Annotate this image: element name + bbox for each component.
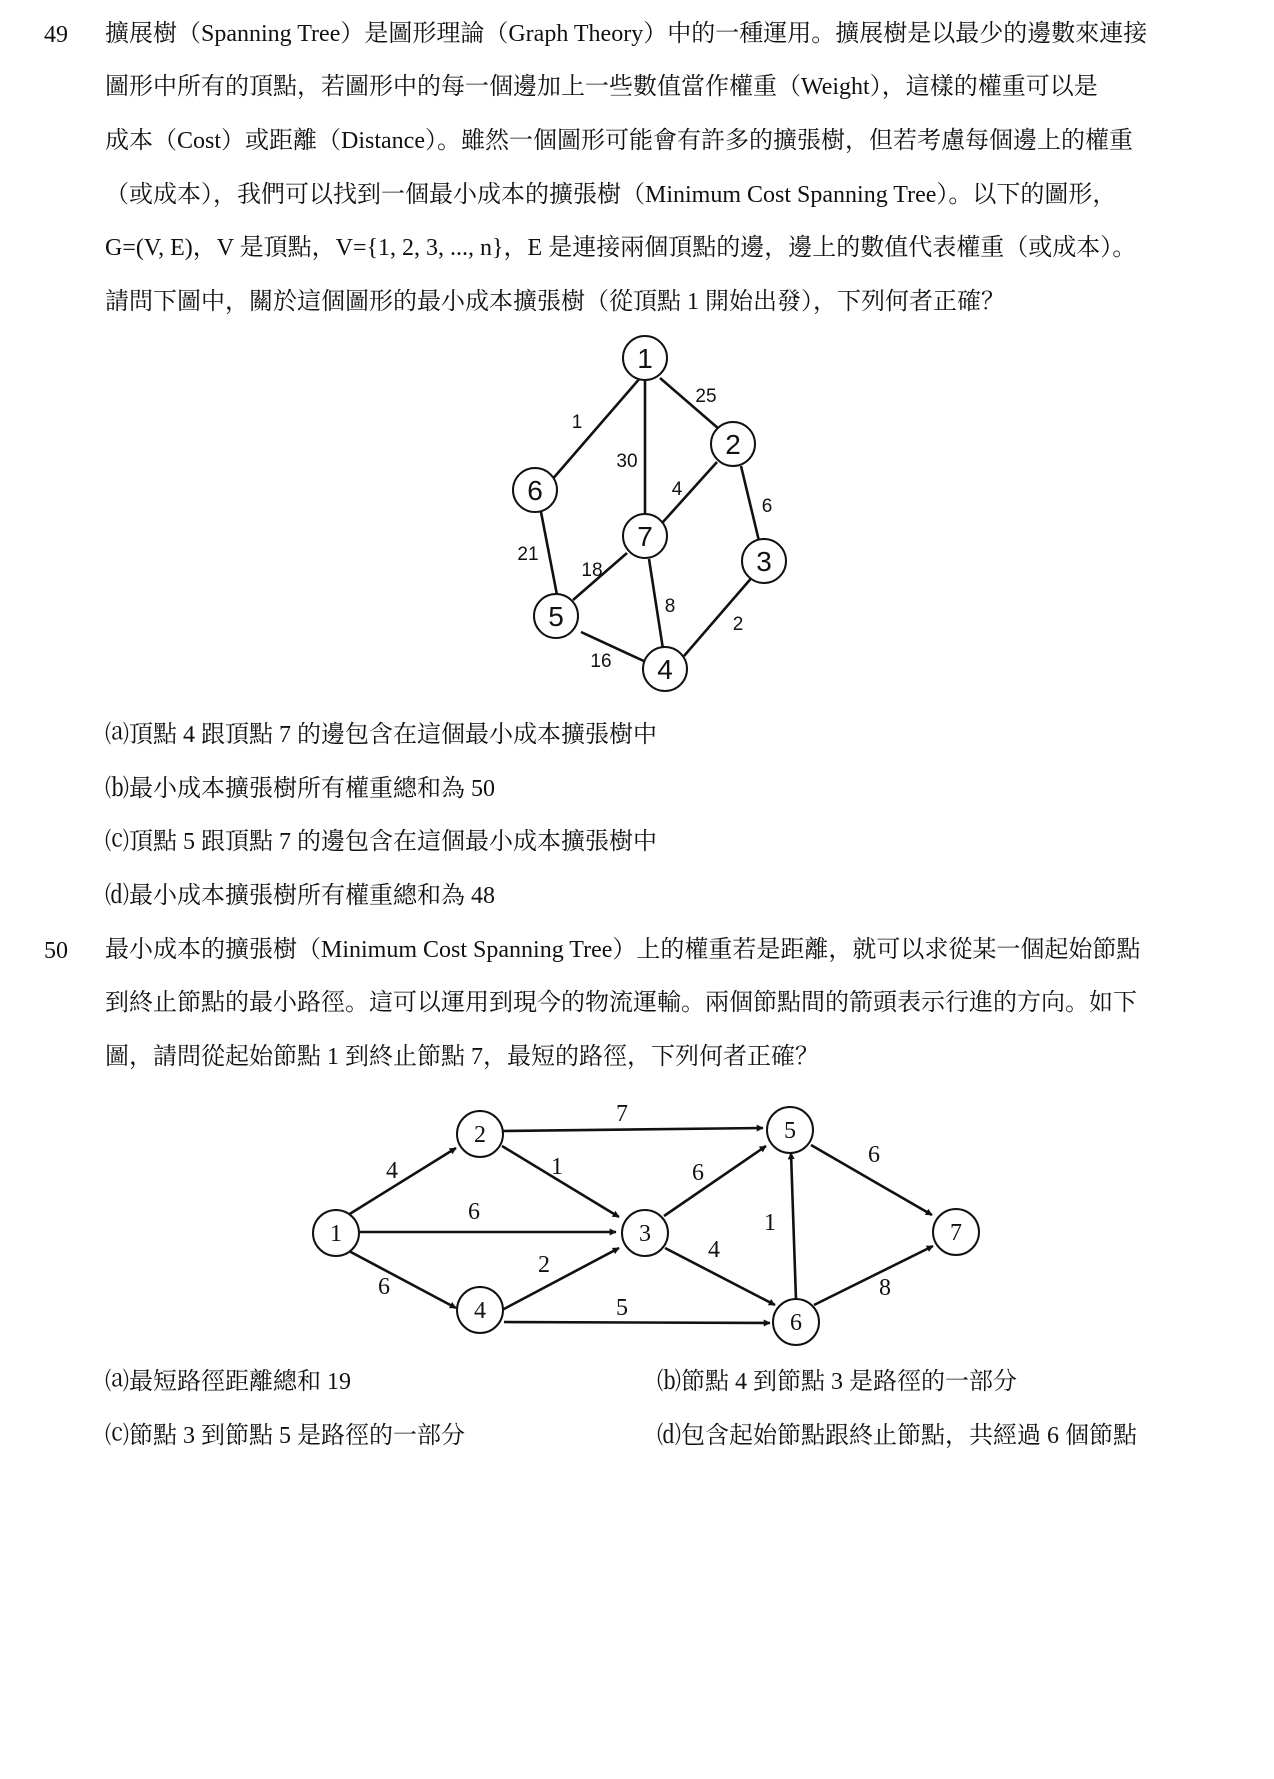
edge-weight-label: 6 bbox=[468, 1199, 480, 1225]
question-text-line: 擴展樹（Spanning Tree）是圖形理論（Graph Theory）中的一種運用。擴展樹是以最少的邊數來連接 bbox=[105, 21, 1148, 47]
arrow-3-5 bbox=[664, 1146, 766, 1216]
node-label: 5 bbox=[784, 1118, 796, 1144]
edge-weight-label: 1 bbox=[571, 412, 583, 433]
question-text-line: G=(V, E)，V 是頂點，V={1, 2, 3, ..., n}，E 是連接兩個頂點的邊，邊上的數值代表權重（或成本）。 bbox=[105, 235, 1137, 261]
arrow-4-6 bbox=[504, 1322, 770, 1323]
edge-7-4 bbox=[649, 559, 663, 649]
answer-option-a[interactable]: ⒜最短路徑距離總和 19 bbox=[105, 1369, 351, 1395]
edge-weight-label: 4 bbox=[708, 1237, 720, 1263]
edge-weight-label: 1 bbox=[764, 1210, 776, 1236]
edge-weight-label: 30 bbox=[616, 451, 638, 472]
node-label: 7 bbox=[637, 521, 653, 552]
node-label: 1 bbox=[330, 1221, 342, 1247]
question-text-line: 到終止節點的最小路徑。這可以運用到現今的物流運輸。兩個節點間的箭頭表示行進的方向。如下 bbox=[105, 990, 1137, 1016]
answer-option-b[interactable]: ⒝節點 4 到節點 3 是路徑的一部分 bbox=[657, 1369, 1017, 1395]
edge-weight-label: 4 bbox=[386, 1158, 398, 1184]
undirected-weighted-graph bbox=[0, 0, 1274, 720]
edge-weight-label: 6 bbox=[868, 1142, 880, 1168]
edge-weight-label: 6 bbox=[378, 1274, 390, 1300]
node-label: 2 bbox=[474, 1122, 486, 1148]
answer-option-c[interactable]: ⒞節點 3 到節點 5 是路徑的一部分 bbox=[105, 1423, 465, 1449]
node-label: 6 bbox=[527, 475, 543, 506]
node-label: 1 bbox=[637, 343, 653, 374]
edge-weight-label: 25 bbox=[695, 386, 717, 407]
arrow-1-4 bbox=[347, 1250, 456, 1308]
answer-option-d[interactable]: ⒟包含起始節點跟終止節點，共經過 6 個節點 bbox=[657, 1423, 1137, 1449]
answer-option-d[interactable]: ⒟最小成本擴張樹所有權重總和為 48 bbox=[105, 883, 495, 909]
node-label: 4 bbox=[474, 1298, 486, 1324]
node-label: 4 bbox=[657, 654, 673, 685]
edge-weight-label: 2 bbox=[538, 1252, 550, 1278]
arrow-1-2 bbox=[348, 1148, 456, 1215]
node-label: 5 bbox=[548, 601, 564, 632]
edge-weight-label: 6 bbox=[692, 1160, 704, 1186]
edge-weight-label: 21 bbox=[517, 544, 539, 565]
edge-weight-label: 16 bbox=[590, 651, 612, 672]
question-text-line: （或成本），我們可以找到一個最小成本的擴張樹（Minimum Cost Spanning Tree）。以下的圖形， bbox=[105, 182, 1117, 208]
edge-weight-label: 6 bbox=[761, 496, 773, 517]
answer-option-c[interactable]: ⒞頂點 5 跟頂點 7 的邊包含在這個最小成本擴張樹中 bbox=[105, 829, 657, 855]
edge-weight-label: 18 bbox=[581, 560, 603, 581]
edge-weight-label: 7 bbox=[616, 1101, 628, 1127]
arrow-2-5 bbox=[503, 1128, 763, 1131]
edge-weight-label: 4 bbox=[671, 479, 683, 500]
question-text-line: 圖，請問從起始節點 1 到終止節點 7，最短的路徑，下列何者正確？ bbox=[105, 1044, 819, 1070]
edge-weight-label: 8 bbox=[664, 596, 676, 617]
arrow-3-6 bbox=[665, 1248, 775, 1305]
node-label: 2 bbox=[725, 429, 741, 460]
arrow-6-5 bbox=[791, 1153, 796, 1300]
node-label: 3 bbox=[756, 546, 772, 577]
edge-weight-label: 1 bbox=[551, 1154, 563, 1180]
edge-weight-label: 5 bbox=[616, 1295, 628, 1321]
directed-weighted-graph bbox=[0, 1080, 1274, 1350]
question-text-line: 請問下圖中，關於這個圖形的最小成本擴張樹（從頂點 1 開始出發），下列何者正確？ bbox=[105, 289, 1005, 315]
question-text-line: 最小成本的擴張樹（Minimum Cost Spanning Tree）上的權重若是距離，就可以求從某一個起始節點 bbox=[105, 937, 1141, 963]
edge-2-3 bbox=[741, 466, 759, 541]
arrow-4-3 bbox=[502, 1248, 619, 1310]
node-label: 6 bbox=[790, 1310, 802, 1336]
answer-option-a[interactable]: ⒜頂點 4 跟頂點 7 的邊包含在這個最小成本擴張樹中 bbox=[105, 722, 657, 748]
edge-weight-label: 8 bbox=[879, 1275, 891, 1301]
arrow-6-7 bbox=[814, 1246, 933, 1305]
edge-weight-label: 2 bbox=[732, 614, 744, 635]
node-label: 7 bbox=[950, 1220, 962, 1246]
edge-3-4 bbox=[684, 575, 754, 656]
edge-1-6 bbox=[544, 377, 641, 489]
answer-option-b[interactable]: ⒝最小成本擴張樹所有權重總和為 50 bbox=[105, 776, 495, 802]
question-text-line: 成本（Cost）或距離（Distance）。雖然一個圖形可能會有許多的擴張樹，但若考慮每個邊上的權重 bbox=[105, 128, 1133, 154]
edge-6-5 bbox=[541, 512, 557, 595]
node-label: 3 bbox=[639, 1221, 651, 1247]
question-text-line: 圖形中所有的頂點，若圖形中的每一個邊加上一些數值當作權重（Weight），這樣的權重可以是 bbox=[105, 74, 1098, 100]
question-number: 49 bbox=[44, 22, 68, 48]
question-number: 50 bbox=[44, 938, 68, 964]
